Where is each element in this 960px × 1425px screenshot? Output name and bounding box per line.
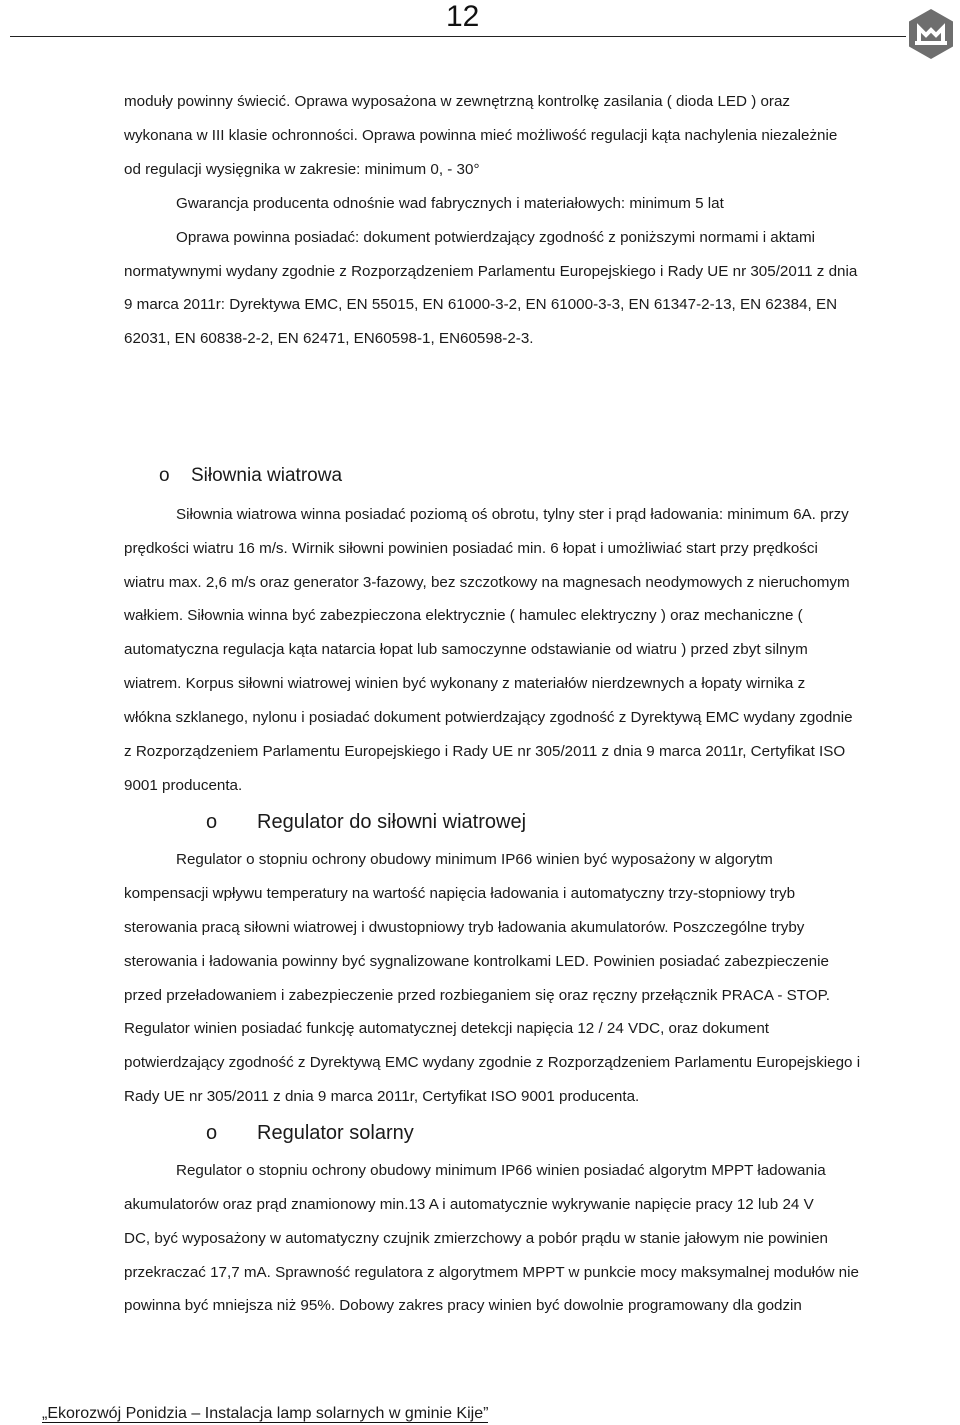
text-line: prędkości wiatru 16 m/s. Wirnik siłowni powinien posiadać min. 6 łopat i umożliwiać start przy prędkości xyxy=(124,540,818,557)
section-bullet: o xyxy=(159,465,170,486)
footer-text: „Ekorozwój Ponidzia – Instalacja lamp solarnych w gminie Kije” xyxy=(42,1405,489,1422)
text-line: Siłownia wiatrowa winna posiadać poziomą oś obrotu, tylny ster i prąd ładowania: minimum 6A. przy xyxy=(176,506,849,523)
text-line: Regulator winien posiadać funkcję automatycznej detekcji napięcia 12 / 24 VDC, oraz dokument xyxy=(124,1020,769,1037)
text-line: sterowania i ładowania powinny być sygnalizowane kontrolkami LED. Powinien posiadać zabezpieczenie xyxy=(124,953,829,970)
text-line: potwierdzający zgodność z Dyrektywą EMC wydany zgodnie z Rozporządzeniem Parlamentu Europejskiego i xyxy=(124,1054,861,1071)
text-line: kompensacji wpływu temperatury na wartość napięcia ładowania i automatyczny trzy-stopniowy tryb xyxy=(124,885,796,902)
section-bullet: o xyxy=(206,811,218,833)
text-line: Regulator o stopniu ochrony obudowy minimum IP66 winien posiadać algorytm MPPT ładowania xyxy=(176,1162,826,1179)
text-line: Gwarancja producenta odnośnie wad fabrycznych i materiałowych: minimum 5 lat xyxy=(176,195,724,212)
text-line: automatyczna regulacja kąta natarcia łopat lub samoczynne odstawianie od wiatru ) przed zbyt silnym xyxy=(124,641,808,658)
text-line: wałkiem. Siłownia winna być zabezpieczona elektrycznie ( hamulec elektryczny ) oraz mechaniczne ( xyxy=(124,607,803,624)
text-line: przed przeładowaniem i zabezpieczenie przed rozbieganiem się oraz ręczny przełącznik PRACA - STOP. xyxy=(124,987,830,1004)
text-line: wykonana w III klasie ochronności. Oprawa powinna mieć możliwość regulacji kąta nachylenia niezależnie xyxy=(124,127,838,144)
text-line: Regulator o stopniu ochrony obudowy minimum IP66 winien być wyposażony w algorytm xyxy=(176,851,773,868)
header-rule xyxy=(10,36,906,37)
section-bullet: o xyxy=(206,1122,218,1144)
text-line: Oprawa powinna posiadać: dokument potwierdzający zgodność z poniższymi normami i aktami xyxy=(176,229,816,246)
company-logo-icon xyxy=(905,8,957,60)
text-line: włókna szklanego, nylonu i posiadać dokument potwierdzający zgodność z Dyrektywą EMC wydany zgodnie xyxy=(124,709,853,726)
text-line: normatywnymi wydany zgodnie z Rozporządzeniem Parlamentu Europejskiego i Rady UE nr 305/2011 z dnia xyxy=(124,263,858,280)
page-footer xyxy=(42,1404,488,1424)
page-number: 12 xyxy=(446,0,480,33)
text-line: DC, być wyposażony w automatyczny czujnik zmierzchowy a pobór prądu w stanie jałowym nie powinien xyxy=(124,1230,828,1247)
text-line: moduły powinny świecić. Oprawa wyposażona w zewnętrzną kontrolkę zasilania ( dioda LED ) oraz xyxy=(124,93,791,110)
text-line: przekraczać 17,7 mA. Sprawność regulatora z algorytmem MPPT w punkcie mocy maksymalnej modułów nie xyxy=(124,1264,859,1281)
text-line: 9001 producenta. xyxy=(124,777,243,794)
text-line: od regulacji wysięgnika w zakresie: minimum 0, - 30° xyxy=(124,161,480,178)
text-line: wiatrem. Korpus siłowni wiatrowej winien być wykonany z materiałów nierdzewnych a łopaty wirnika z xyxy=(124,675,806,692)
text-line: Rady UE nr 305/2011 z dnia 9 marca 2011r, Certyfikat ISO 9001 producenta. xyxy=(124,1088,640,1105)
text-line: akumulatorów oraz prąd znamionowy min.13 A i automatycznie wykrywanie napięcie pracy 12 lub 24 V xyxy=(124,1196,814,1213)
section-heading-regulator-solarny: Regulator solarny xyxy=(257,1122,414,1144)
text-line: powinna być mniejsza niż 95%. Dobowy zakres pracy winien być dowolnie programowany dla godzin xyxy=(124,1297,802,1314)
text-line: sterowania pracą siłowni wiatrowej i dwustopniowy tryb ładowania akumulatorów. Poszczególne tryby xyxy=(124,919,805,936)
text-line: 9 marca 2011r: Dyrektywa EMC, EN 55015, EN 61000-3-2, EN 61000-3-3, EN 61347-2-13, EN 62384, EN xyxy=(124,296,838,313)
text-line: wiatru max. 2,6 m/s oraz generator 3-fazowy, bez szczotkowy na magnesach neodymowych z nieruchomym xyxy=(124,574,850,591)
section-heading-silownia: Siłownia wiatrowa xyxy=(191,465,343,486)
text-line: 62031, EN 60838-2-2, EN 62471, EN60598-1, EN60598-2-3. xyxy=(124,330,534,347)
section-heading-regulator-wiatrowy: Regulator do siłowni wiatrowej xyxy=(257,811,527,833)
text-line: z Rozporządzeniem Parlamentu Europejskiego i Rady UE nr 305/2011 z dnia 9 marca 2011r, Certyfikat ISO xyxy=(124,743,846,760)
